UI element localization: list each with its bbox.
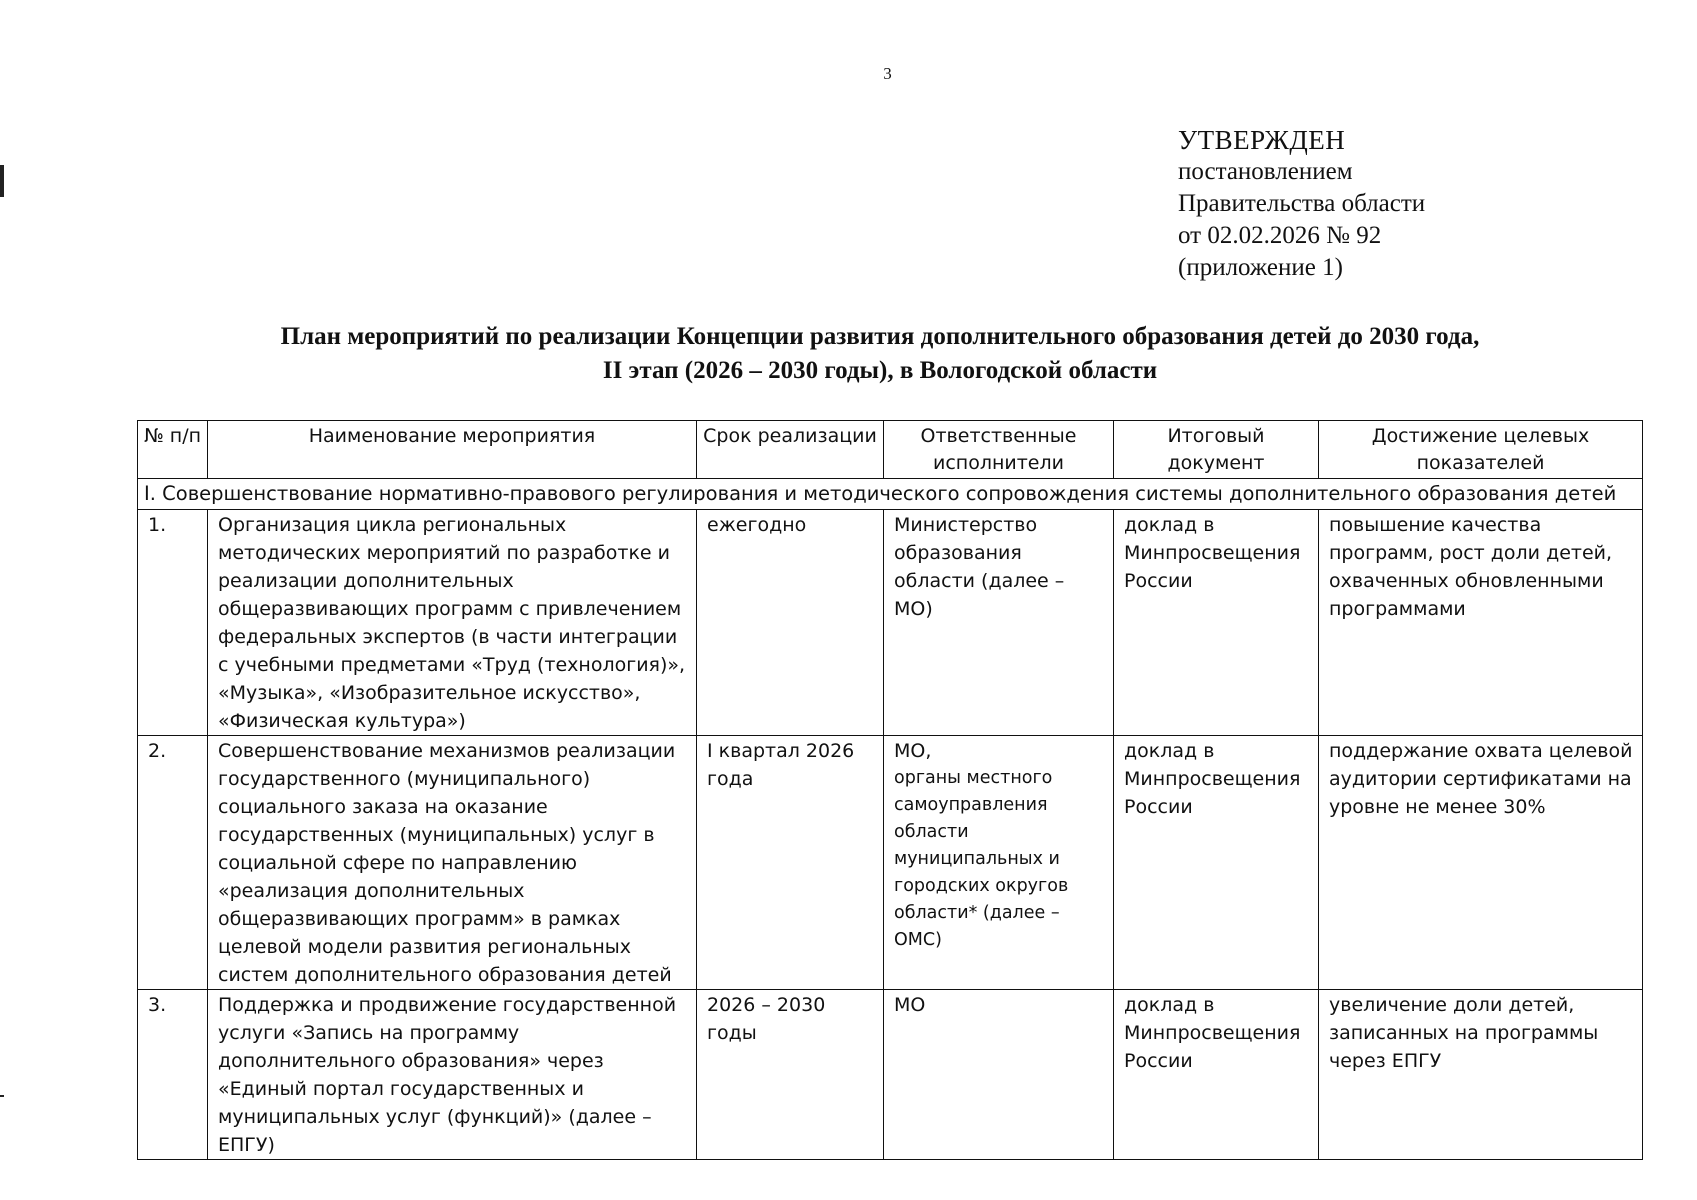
margin-mark <box>0 1095 4 1097</box>
table-row <box>138 510 1643 736</box>
section-title: I. Совершенствование нормативно-правового регулирования и методического сопровождения системы дополнительного образования детей <box>138 479 1643 510</box>
header-indicators: Достижение целевых показателей <box>1319 421 1643 479</box>
table-row <box>138 736 1643 990</box>
action-plan-table <box>137 420 1643 1160</box>
approval-title: УТВЕРЖДЕН <box>1178 125 1346 155</box>
row-num: 3. <box>138 990 208 1160</box>
title-line: II этап (2026 – 2030 годы), в Вологодской области <box>602 357 1158 384</box>
row-term: I квартал 2026 года <box>697 736 884 990</box>
row-executors: Министерство образования области (далее – МО) <box>884 510 1114 736</box>
table-row <box>138 990 1643 1160</box>
row-executors <box>884 736 1114 990</box>
approval-stamp <box>1178 124 1425 284</box>
executors-extra: органы местного самоуправления области муниципальных и городских округов области* (далее – ОМС) <box>894 768 1069 950</box>
header-name: Наименование мероприятия <box>208 421 697 479</box>
page-number: 3 <box>883 64 892 83</box>
approval-line: постановлением <box>1178 158 1353 185</box>
header-term: Срок реализации <box>697 421 884 479</box>
row-name: Совершенствование механизмов реализации государственного (муниципального) социального заказа на оказание государственных (муниципальных) услуг в социальной сфере по направлению «реализация дополнительных общеразвивающих программ» в рамках целевой модели развития региональных систем дополнительного образования детей <box>208 736 697 990</box>
title-line: План мероприятий по реализации Концепции развития дополнительного образования детей до 2030 года, <box>280 323 1480 350</box>
header-document: Итоговый документ <box>1114 421 1319 479</box>
approval-line: от 02.02.2026 № 92 <box>1178 222 1382 249</box>
row-indicators: поддержание охвата целевой аудитории сертификатами на уровне не менее 30% <box>1319 736 1643 990</box>
row-name: Организация цикла региональных методических мероприятий по разработке и реализации дополнительных общеразвивающих программ с привлечением федеральных экспертов (в части интеграции с учебными предметами «Труд (технология)», «Музыка», «Изобразительное искусство», «Физическая культура») <box>208 510 697 736</box>
row-indicators: увеличение доли детей, записанных на программы через ЕПГУ <box>1319 990 1643 1160</box>
approval-line: (приложение 1) <box>1178 254 1343 281</box>
row-document: доклад в Минпросвещения России <box>1114 736 1319 990</box>
row-term: 2026 – 2030 годы <box>697 990 884 1160</box>
header-num: № п/п <box>138 421 208 479</box>
section-row <box>138 479 1643 510</box>
document-title <box>190 320 1570 388</box>
row-executors: МО <box>884 990 1114 1160</box>
row-num: 1. <box>138 510 208 736</box>
row-document: доклад в Минпросвещения России <box>1114 990 1319 1160</box>
row-document: доклад в Минпросвещения России <box>1114 510 1319 736</box>
executors-main: МО, <box>894 740 932 762</box>
row-num: 2. <box>138 736 208 990</box>
header-executors: Ответственные исполнители <box>884 421 1114 479</box>
row-term: ежегодно <box>697 510 884 736</box>
margin-mark <box>0 165 4 197</box>
row-indicators: повышение качества программ, рост доли детей, охваченных обновленными программами <box>1319 510 1643 736</box>
table-header-row <box>138 421 1643 479</box>
row-name: Поддержка и продвижение государственной услуги «Запись на программу дополнительного образования» через «Единый портал государственных и муниципальных услуг (функций)» (далее – ЕПГУ) <box>208 990 697 1160</box>
approval-line: Правительства области <box>1178 190 1426 217</box>
